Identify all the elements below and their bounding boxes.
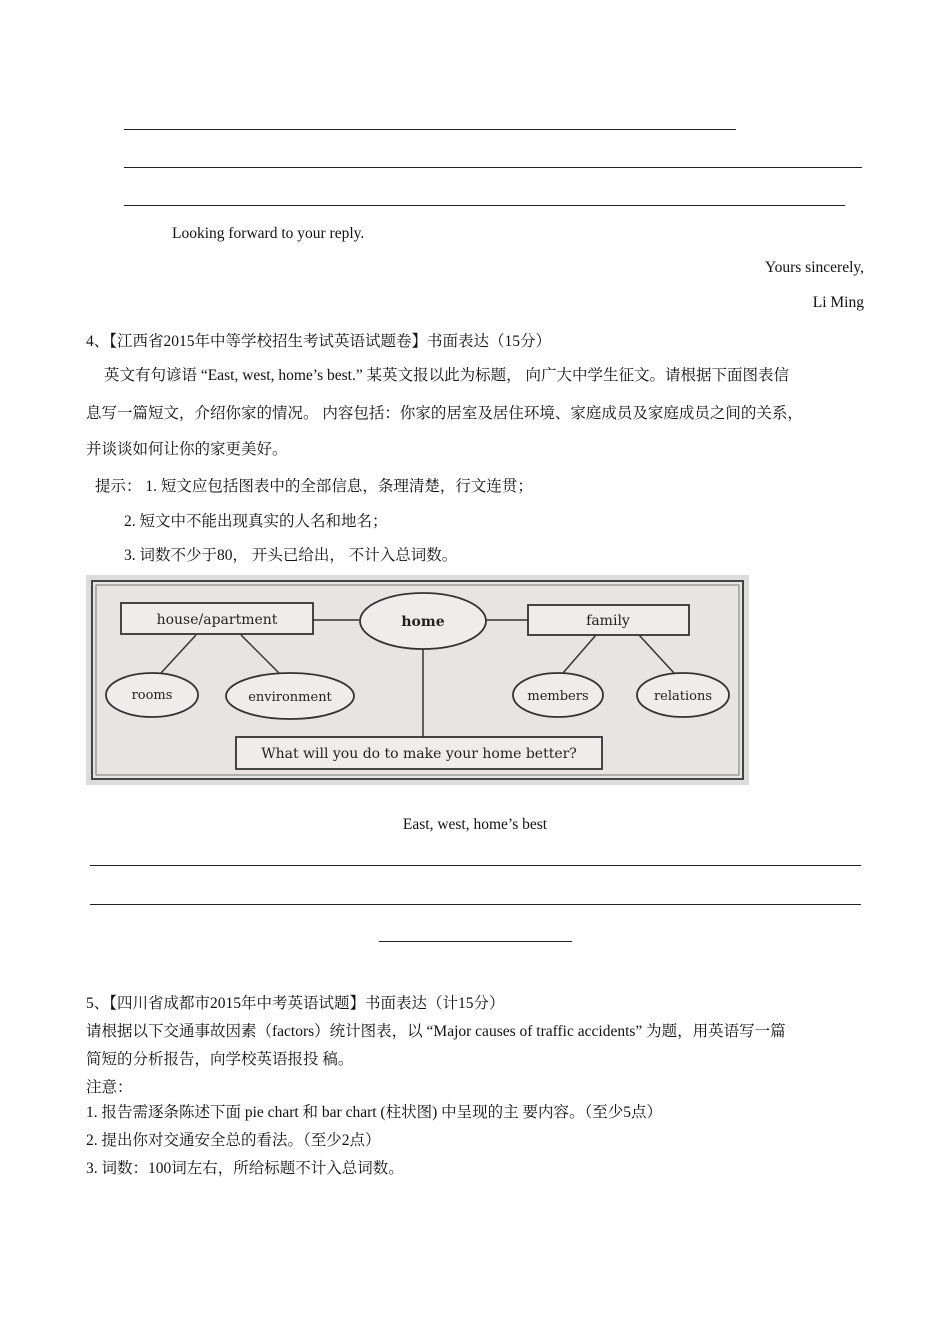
q4-tip: 3. 词数不少于80， 开头已给出， 不计入总词数。	[124, 547, 458, 564]
relations-node-label: relations	[653, 689, 713, 704]
answer-line	[124, 205, 845, 206]
q4-tip: 2. 短文中不能出现真实的人名和地名；	[124, 513, 388, 530]
q4-heading: 4、【江西省2015年中等学校招生考试英语试题卷】书面表达（15分）	[86, 333, 552, 350]
q5-intro-line: 简短的分析报告，向学校英语报投 稿。	[86, 1051, 354, 1068]
home-node-label: home	[401, 614, 445, 630]
answer-line	[124, 167, 862, 168]
family-node-label: family	[586, 613, 630, 629]
answer-line	[90, 865, 861, 866]
answer-line	[90, 904, 861, 905]
q5-intro-line: 请根据以下交通事故因素（factors）统计图表，以 “Major causes of traffic accidents” 为题，用英语写一篇	[86, 1023, 786, 1040]
letter-sign-off: Yours sincerely,	[764, 259, 864, 276]
q4-intro-line: 并谈谈如何让你的家更美好。	[86, 441, 288, 458]
home-mind-map-diagram	[86, 575, 749, 785]
letter-signature: Li Ming	[812, 294, 864, 311]
answer-line	[379, 941, 572, 942]
environment-node-label: environment	[248, 690, 332, 705]
q5-heading: 5、【四川省成都市2015年中考英语试题】书面表达（计15分）	[86, 995, 505, 1012]
answer-line	[124, 129, 736, 130]
essay-title: East, west, home’s best	[402, 816, 548, 833]
rooms-node-label: rooms	[131, 688, 173, 703]
q5-note-label: 注意：	[86, 1079, 133, 1096]
q4-tip: 提示： 1. 短文应包括图表中的全部信息，条理清楚，行文连贯；	[95, 478, 533, 495]
q5-note: 2. 提出你对交通安全总的看法。（至少2点）	[86, 1132, 381, 1149]
q5-note: 1. 报告需逐条陈述下面 pie chart 和 bar chart (柱状图) 中呈现的主 要内容。（至少5点）	[86, 1104, 663, 1121]
q4-intro-line: 英文有句谚语 “East, west, home’s best.” 某英文报以此为标题， 向广大中学生征文。请根据下面图表信	[104, 367, 789, 384]
house-node-label: house/apartment	[156, 612, 278, 628]
question-node-label: What will you do to make your home better?	[261, 746, 577, 762]
q4-intro-line: 息写一篇短文，介绍你家的情况。 内容包括：你家的居室及居住环境、家庭成员及家庭成员之间的关系，	[86, 405, 803, 422]
letter-closing-line: Looking forward to your reply.	[172, 225, 365, 242]
members-node-label: members	[527, 689, 589, 704]
q5-note: 3. 词数：100词左右，所给标题不计入总词数。	[86, 1160, 404, 1177]
